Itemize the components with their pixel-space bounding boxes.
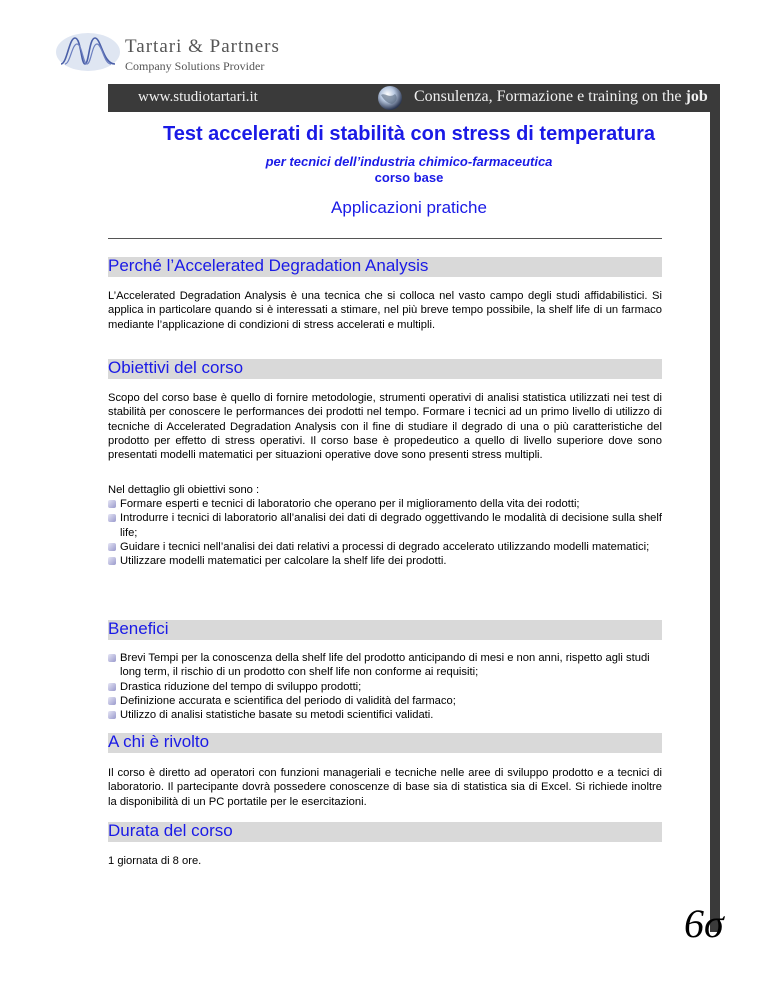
audience-paragraph: Il corso è diretto ad operatori con funzioni manageriali e tecniche nelle aree di sviluppo prodotto e a tecnici di laboratorio. Il partecipante dovrà possedere conoscenze di base sia di statistica sia di Excel. Si richiede inoltre la disponibilità di un PC portatile per le esercitazioni. (108, 767, 662, 808)
list-item: Utilizzo di analisi statistiche basate su metodi scientifici validati. (108, 708, 662, 722)
why-paragraph: L’Accelerated Degradation Analysis è una tecnica che si colloca nel vasto campo degli studi affidabilistici. Si applica in particolare quando si è interessati a stimare, nel più breve tempo possibile, la shelf life di un farmaco mediante l’applicazione di condizioni di stress accelerati e multipli. (108, 290, 662, 331)
bullet-icon (108, 500, 116, 508)
course-level: corso base (374, 170, 444, 185)
logo-waves-icon (55, 30, 121, 74)
bullet-icon (108, 711, 116, 719)
objectives-intro: Nel dettaglio gli obiettivi sono : (108, 484, 260, 496)
objectives-list (108, 497, 662, 568)
website-link[interactable]: www.studiotartari.it (138, 89, 258, 105)
header-banner (108, 84, 720, 112)
list-item: Drastica riduzione del tempo di sviluppo prodotti; (108, 680, 662, 694)
slogan: Consulenza, Formazione e training on the job (414, 88, 708, 105)
section-heading-duration: Durata del corso (108, 822, 662, 842)
bullet-icon (108, 557, 116, 565)
section-heading-why: Perché l’Accelerated Degradation Analysis (108, 257, 662, 277)
globe-icon (373, 85, 407, 111)
list-item: Formare esperti e tecnici di laboratorio che operano per il miglioramento della vita dei rodotti; (108, 497, 662, 511)
company-logo (55, 28, 280, 78)
page-title: Test accelerati di stabilità con stress di temperatura (162, 123, 656, 145)
list-item: Introdurre i tecnici di laboratorio all’analisi dei dati di degrado oggettivando le modalità di decisione sulla shelf life; (108, 511, 662, 540)
applications-heading: Applicazioni pratiche (331, 198, 487, 217)
bullet-icon (108, 683, 116, 691)
list-item: Brevi Tempi per la conoscenza della shelf life del prodotto anticipando di mesi e non anni, rispetto agli studi long term, il rischio di un prodotto con shelf life non conforme ai requisiti; (108, 651, 662, 680)
benefits-list (108, 651, 662, 722)
section-heading-audience: A chi è rivolto (108, 733, 662, 753)
bullet-icon (108, 697, 116, 705)
bullet-icon (108, 514, 116, 522)
bullet-icon (108, 654, 116, 662)
duration-paragraph: 1 giornata di 8 ore. (108, 855, 202, 867)
list-item: Definizione accurata e scientifica del periodo di validità del farmaco; (108, 694, 662, 708)
objectives-paragraph: Scopo del corso base è quello di fornire metodologie, strumenti operativi di analisi statistica utilizzati nei test di stabilità per conoscere le performances dei prodotti nel tempo. Formare i tecnici ad un primo livello di utilizzo di tecniche di Accelerated Degradation Analysis con il fine di studiare il degrado di una o più caratteristiche del prodotto per effetto di stress operativi. Il corso base è propedeutico a quello di livello superiore dove sono presentati modelli matematici per situazioni operative dove sono presenti stress multipli. (108, 392, 662, 462)
company-name: Tartari & Partners (125, 36, 280, 57)
list-item: Guidare i tecnici nell’analisi dei dati relativi a processi di degrado accelerato utilizzando modelli matematici; (108, 540, 662, 554)
divider (108, 238, 662, 239)
bullet-icon (108, 543, 116, 551)
side-bar (710, 112, 720, 932)
page-subtitle: per tecnici dell’industria chimico-farmaceutica (265, 154, 553, 169)
list-item: Utilizzare modelli matematici per calcolare la shelf life dei prodotti. (108, 554, 662, 568)
section-heading-benefits: Benefici (108, 620, 662, 640)
six-sigma-mark: 6σ (684, 901, 724, 946)
company-tagline: Company Solutions Provider (125, 59, 265, 73)
section-heading-objectives: Obiettivi del corso (108, 359, 662, 379)
